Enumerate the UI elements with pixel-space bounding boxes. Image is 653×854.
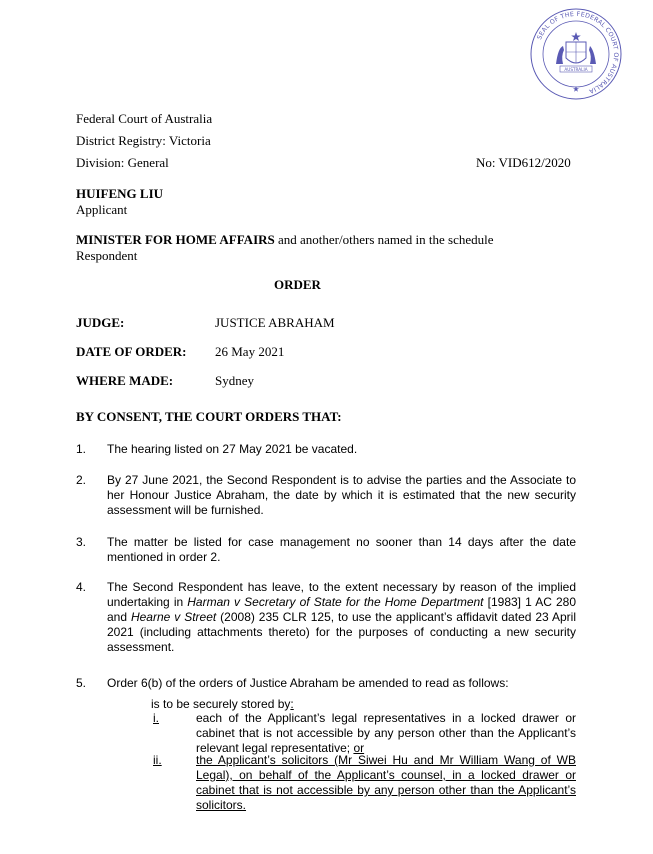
where-made-value: Sydney xyxy=(215,373,254,388)
order-2-text: By 27 June 2021, the Second Respondent is to advise the parties and the Associate to her Honour Justice Abraham, the date by which it is estimated that the new security assessment will be furnished. xyxy=(107,473,576,517)
judge-value: JUSTICE ABRAHAM xyxy=(215,315,335,330)
svg-text:SEAL OF THE FEDERAL COURT OF A xyxy=(536,11,619,95)
applicant-name: HUIFENG LIU xyxy=(76,186,164,201)
order-2-number: 2. xyxy=(76,473,87,487)
order-5-text: Order 6(b) of the orders of Justice Abraham be amended to read as follows: xyxy=(107,676,509,690)
respondent-role: Respondent xyxy=(76,248,138,263)
order-5-number: 5. xyxy=(76,676,87,690)
sub-item-i-text: each of the Applicant’s legal representatives in a locked drawer or cabinet that is not accessible by any person other than the Applicant’s relevant legal representative; or xyxy=(196,711,576,755)
respondent-name: MINISTER FOR HOME AFFAIRS xyxy=(76,232,275,247)
court-name: Federal Court of Australia xyxy=(76,111,213,126)
seal-banner-text: AUSTRALIA xyxy=(564,66,588,72)
where-made-label: WHERE MADE: xyxy=(76,373,174,388)
district-registry: District Registry: Victoria xyxy=(76,133,211,148)
order-5-intro: is to be securely stored by: xyxy=(151,697,294,711)
judge-label: JUDGE: xyxy=(76,315,125,330)
order-4-text xyxy=(107,580,576,655)
applicant-role: Applicant xyxy=(76,202,128,217)
case-citation-harman: Harman v Secretary of State for the Home Department xyxy=(187,595,484,609)
date-label: DATE OF ORDER: xyxy=(76,344,187,359)
federal-court-seal xyxy=(530,8,622,100)
order-1-number: 1. xyxy=(76,442,87,456)
sub-item-ii-number: ii. xyxy=(153,753,162,767)
sub-item-i-number: i. xyxy=(153,711,159,725)
consent-heading: BY CONSENT, THE COURT ORDERS THAT: xyxy=(76,409,342,424)
seal-ring-text: SEAL OF THE FEDERAL COURT OF AUSTRALIA xyxy=(536,10,620,95)
file-number: No: VID612/2020 xyxy=(476,155,571,170)
order-4-text-part2: [1983] 1 AC 280 and xyxy=(107,595,577,624)
document-title: ORDER xyxy=(274,277,321,292)
order-3-number: 3. xyxy=(76,535,87,549)
respondent-line xyxy=(76,232,494,248)
order-4-text-part1: The Second Respondent has leave, to the extent necessary by reason of the implied undertaking in xyxy=(107,580,576,609)
date-value: 26 May 2021 xyxy=(215,344,285,359)
sub-item-ii-text: the Applicant’s solicitors (Mr Siwei Hu and Mr William Wang of WB Legal), on behalf of the Applicant’s counsel, in a locked drawer or cabinet that is not accessible by any person other than the Applicant’s solicitors. xyxy=(196,753,576,812)
case-citation-hearne: Hearne v Street xyxy=(130,610,217,624)
respondent-suffix: and another/others named in the schedule xyxy=(274,232,494,247)
order-1-text: The hearing listed on 27 May 2021 be vacated. xyxy=(107,442,358,456)
order-4-number: 4. xyxy=(76,580,87,594)
division: Division: General xyxy=(76,155,169,170)
order-4-text-part3: (2008) 235 CLR 125, to use the applicant’s affidavit dated 23 April 2021 (including attachments thereto) for the purposes of conducting a new security assessment. xyxy=(107,610,576,654)
order-3-text: The matter be listed for case management no sooner than 14 days after the date mentioned in order 2. xyxy=(107,535,576,564)
